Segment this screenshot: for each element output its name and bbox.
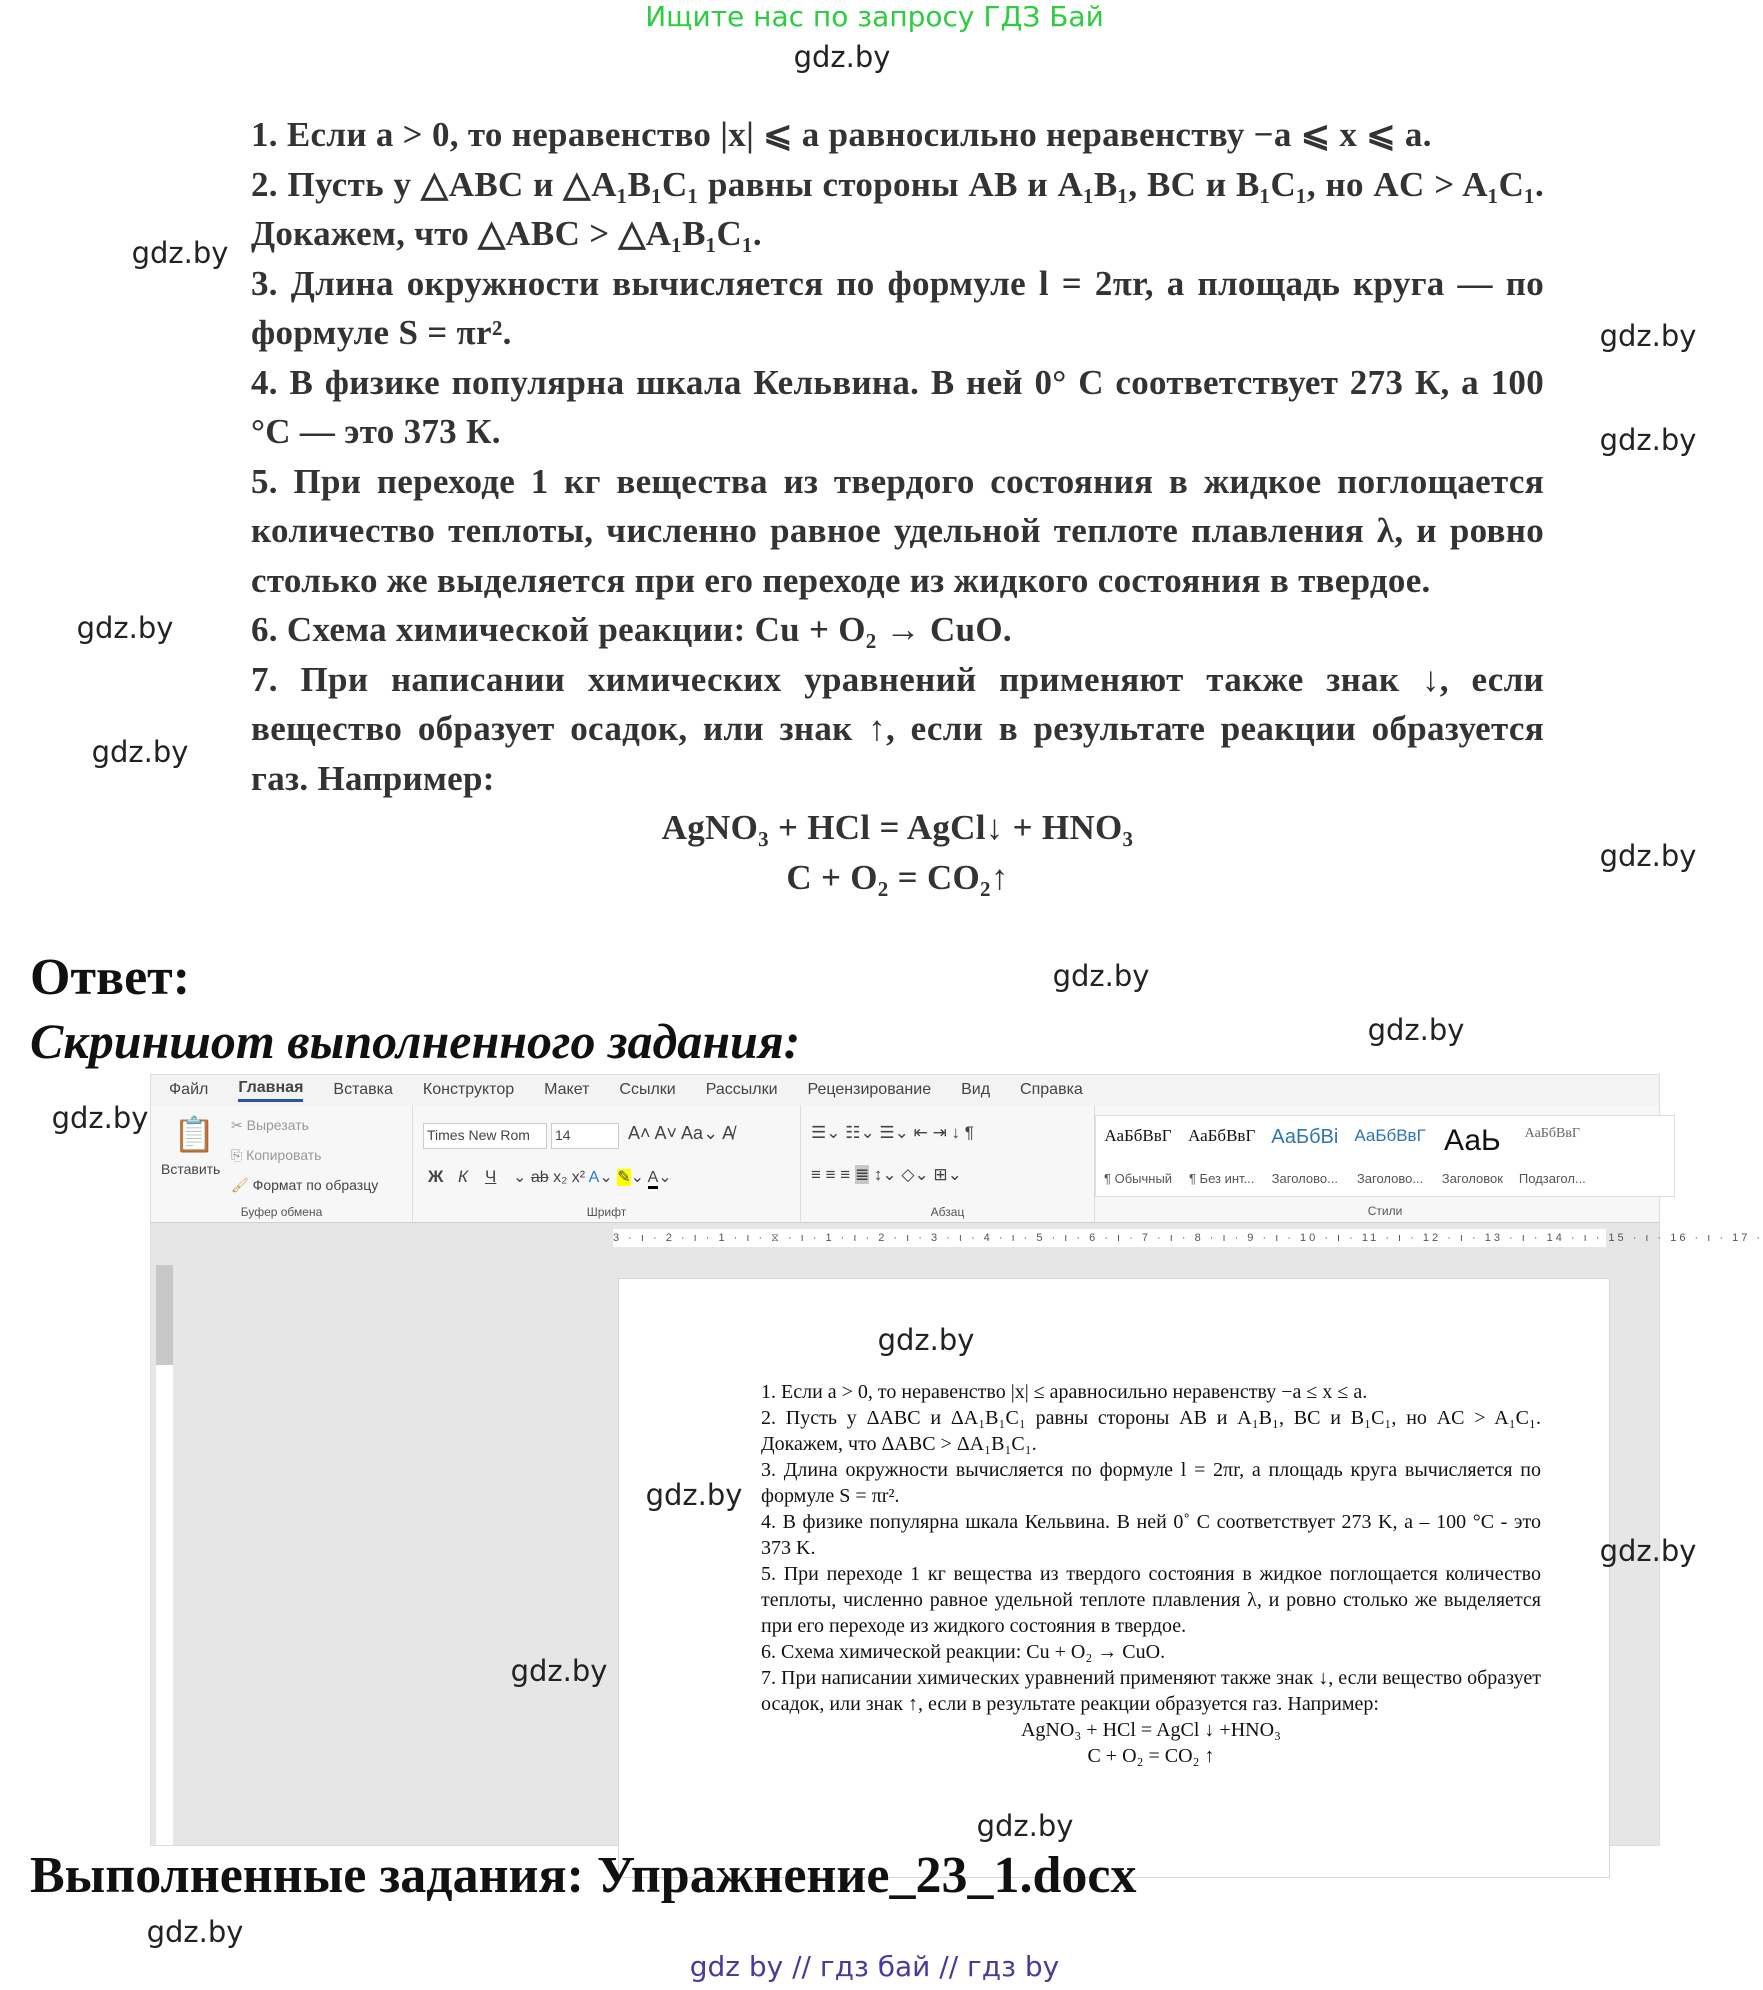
- watermark: gdz.by: [1599, 319, 1697, 353]
- font-effects-icons[interactable]: ⌄ ab x₂ x² A⌄ ✎⌄ A⌄: [513, 1167, 672, 1187]
- book-item-3: 3. Длина окружности вычисляется по формуле l = 2πr, а площадь круга — по формуле S = πr².: [251, 263, 1544, 352]
- watermark: gdz.by: [91, 735, 189, 769]
- doc-equation-1: AgNO₃ + HCl = AgCl ↓ +HNO₃: [1020, 1719, 1282, 1741]
- watermark: gdz.by: [51, 1101, 149, 1135]
- font-grow-icon[interactable]: A˄ A˅ Aa⌄ A̸: [628, 1123, 735, 1143]
- horizontal-ruler[interactable]: 3 · ı · 2 · ı · 1 · ı · ⧖ · ı · 1 · ı · 2 · ı · 3 · ı · 4 · ı · 5 · ı · 6 · ı · 7 · ı · 8 · ı · 9 · ı · 10 · ı · 11 · ı · 12 · ı · 13 · ı · 14 · ı · 15 · ı · 16 · ı · 17 ·: [613, 1229, 1606, 1247]
- font-group: [413, 1105, 801, 1223]
- tab-review[interactable]: Рецензирование: [807, 1081, 932, 1098]
- book-item-5: 5. При переходе 1 кг вещества из твердого состояния в жидкое поглощается количество теплоты, численно равное удельной теплоте плавления λ, и ровно столько же выделяется при его переходе из жидкого состояния в твердое.: [251, 461, 1544, 600]
- ruler-margin: [156, 1265, 173, 1365]
- tab-view[interactable]: Вид: [961, 1081, 991, 1098]
- tab-insert[interactable]: Вставка: [333, 1081, 393, 1098]
- clipboard-label: Буфер обмена: [240, 1205, 323, 1219]
- bold-button[interactable]: Ж: [428, 1167, 444, 1186]
- tab-home[interactable]: Главная: [238, 1079, 303, 1102]
- brush-icon: 🖌: [231, 1177, 253, 1193]
- watermark: gdz.by: [76, 611, 174, 645]
- watermark: gdz.by: [1052, 959, 1150, 993]
- watermark: gdz.by: [645, 1478, 743, 1512]
- document-body[interactable]: [761, 1379, 1541, 1769]
- completed-task-title: Выполненные задания: Упражнение_23_1.docx: [30, 1847, 1137, 1904]
- tab-help[interactable]: Справка: [1020, 1081, 1083, 1098]
- book-item-6: 6. Схема химической реакции: Cu + O₂ → CuO.: [251, 610, 1012, 649]
- tab-references[interactable]: Ссылки: [619, 1081, 676, 1098]
- answer-heading: Ответ:: [30, 949, 191, 1006]
- watermark: gdz.by: [1599, 1534, 1697, 1568]
- copy-button[interactable]: ⎘ Копировать: [231, 1147, 322, 1163]
- book-equation-1: AgNO₃ + HCl = AgCl↓ + HNO₃: [661, 808, 1134, 847]
- footer-links[interactable]: gdz by // гдз бай // гдз by: [689, 1950, 1060, 1983]
- ribbon: [151, 1105, 1659, 1223]
- scissors-icon: ✂: [231, 1117, 247, 1133]
- vertical-ruler[interactable]: [156, 1265, 173, 1845]
- word-window-screenshot: [150, 1074, 1763, 1846]
- copy-icon: ⎘: [231, 1147, 247, 1163]
- paste-button[interactable]: Вставить: [161, 1161, 221, 1177]
- watermark: gdz.by: [1367, 1013, 1465, 1047]
- book-equation-2: C + O₂ = CO₂↑: [786, 857, 1009, 897]
- book-item-7: 7. При написании химических уравнений применяют также знак ↓, если вещество образует осадок, или знак ↑, если в результате реакции образуется газ. Например:: [251, 659, 1544, 798]
- underline-button[interactable]: Ч: [485, 1167, 497, 1186]
- paste-icon[interactable]: 📋: [173, 1116, 216, 1154]
- watermark: gdz.by: [1599, 839, 1697, 873]
- watermark: gdz.by: [131, 236, 229, 270]
- style-subtitle[interactable]: АаБбВвГ Подзагол...: [1518, 1126, 1586, 1186]
- styles-gallery: [1095, 1115, 1675, 1197]
- tab-layout[interactable]: Макет: [544, 1081, 590, 1098]
- style-heading-1[interactable]: АаБбВі Заголово...: [1271, 1126, 1339, 1186]
- cut-button[interactable]: ✂ Вырезать: [231, 1117, 309, 1133]
- font-size-select[interactable]: 14: [551, 1123, 619, 1149]
- ribbon-tabs: [151, 1075, 1659, 1105]
- document-page[interactable]: [618, 1278, 1610, 1878]
- doc-item-2: 2. Пусть у ΔABC и ΔA₁B₁C₁ равны стороны AB и A₁B₁, BC и B₁C₁, но AC > A₁C₁. Докажем, что ΔABC > ΔA₁B₁C₁.: [761, 1407, 1541, 1455]
- promo-text: Ищите нас по запросу ГДЗ Бай: [645, 0, 1104, 33]
- format-painter-button[interactable]: 🖌 Формат по образцу: [231, 1177, 379, 1193]
- watermark: gdz.by: [877, 1323, 975, 1357]
- doc-item-5: 5. При переходе 1 кг вещества из твердого состояния в жидкое поглощается количество теплоты, численно равное удельной теплоте плавления λ, и ровно столько же выделяется при его переходе из жидкого состояния в твердое.: [761, 1563, 1541, 1637]
- tab-mailings[interactable]: Рассылки: [705, 1081, 778, 1098]
- tab-design[interactable]: Конструктор: [422, 1081, 515, 1098]
- doc-equation-2: C + O₂ = CO₂ ↑: [1087, 1745, 1215, 1767]
- font-label: Шрифт: [586, 1205, 627, 1219]
- style-no-spacing[interactable]: АаБбВвГ ¶ Без инт...: [1188, 1126, 1256, 1186]
- doc-item-4: 4. В физике популярна шкала Кельвина. В ней 0˚ C соответствует 273 K, а – 100 °C - это 373 K.: [761, 1511, 1541, 1559]
- paragraph-group: [801, 1105, 1095, 1223]
- list-icons[interactable]: ☰⌄ ☷⌄ ☰⌄ ⇤ ⇥ ↓ ¶: [811, 1123, 974, 1142]
- watermark: gdz.by: [793, 40, 891, 74]
- tab-file[interactable]: Файл: [169, 1081, 209, 1098]
- book-item-1: 1. Если a > 0, то неравенство |x| ⩽ a равносильно неравенству −a ⩽ x ⩽ a.: [251, 115, 1432, 154]
- doc-item-6: 6. Схема химической реакции: Cu + O₂ → CuO.: [761, 1641, 1166, 1663]
- watermark: gdz.by: [146, 1915, 244, 1949]
- watermark: gdz.by: [976, 1809, 1074, 1843]
- book-item-4: 4. В физике популярна шкала Кельвина. В ней 0° С соответствует 273 К, а 100 °С — это 373 К.: [251, 362, 1544, 451]
- styles-label: Стили: [1367, 1204, 1403, 1218]
- screenshot-heading: Скриншот выполненного задания:: [30, 1013, 801, 1069]
- watermark: gdz.by: [1599, 423, 1697, 457]
- clipboard-group: [151, 1105, 413, 1223]
- book-item-2: 2. Пусть у △ABC и △A₁B₁C₁ равны стороны AB и A₁B₁, BC и B₁C₁, но AC > A₁C₁. Докажем, что △ABC > △A₁B₁C₁.: [251, 164, 1544, 253]
- doc-item-7: 7. При написании химических уравнений применяют также знак ↓, если вещество образует осадок, или знак ↑, если в результате реакции образуется газ. Например:: [761, 1667, 1541, 1715]
- watermark: gdz.by: [510, 1654, 608, 1688]
- doc-item-3: 3. Длина окружности вычисляется по формуле l = 2πr, а площадь круга вычисляется по формуле S = πr².: [761, 1459, 1541, 1507]
- italic-button[interactable]: К: [458, 1167, 469, 1186]
- align-icons[interactable]: ≡ ≡ ≡ ≣ ↕⌄ ◇⌄ ⊞⌄: [811, 1165, 962, 1184]
- style-normal[interactable]: АаБбВвГ ¶ Обычный: [1104, 1126, 1173, 1186]
- style-heading-2[interactable]: АаБбВвГ Заголово...: [1354, 1126, 1426, 1186]
- style-title[interactable]: АаЬ Заголовок: [1441, 1124, 1503, 1186]
- font-name-select[interactable]: Times New Rom: [423, 1123, 547, 1149]
- paragraph-label: Абзац: [930, 1205, 965, 1219]
- doc-item-1: 1. Если a > 0, то неравенство |x| ≤ aравносильно неравенству −a ≤ x ≤ a.: [761, 1381, 1368, 1403]
- textbook-excerpt: [251, 110, 1544, 902]
